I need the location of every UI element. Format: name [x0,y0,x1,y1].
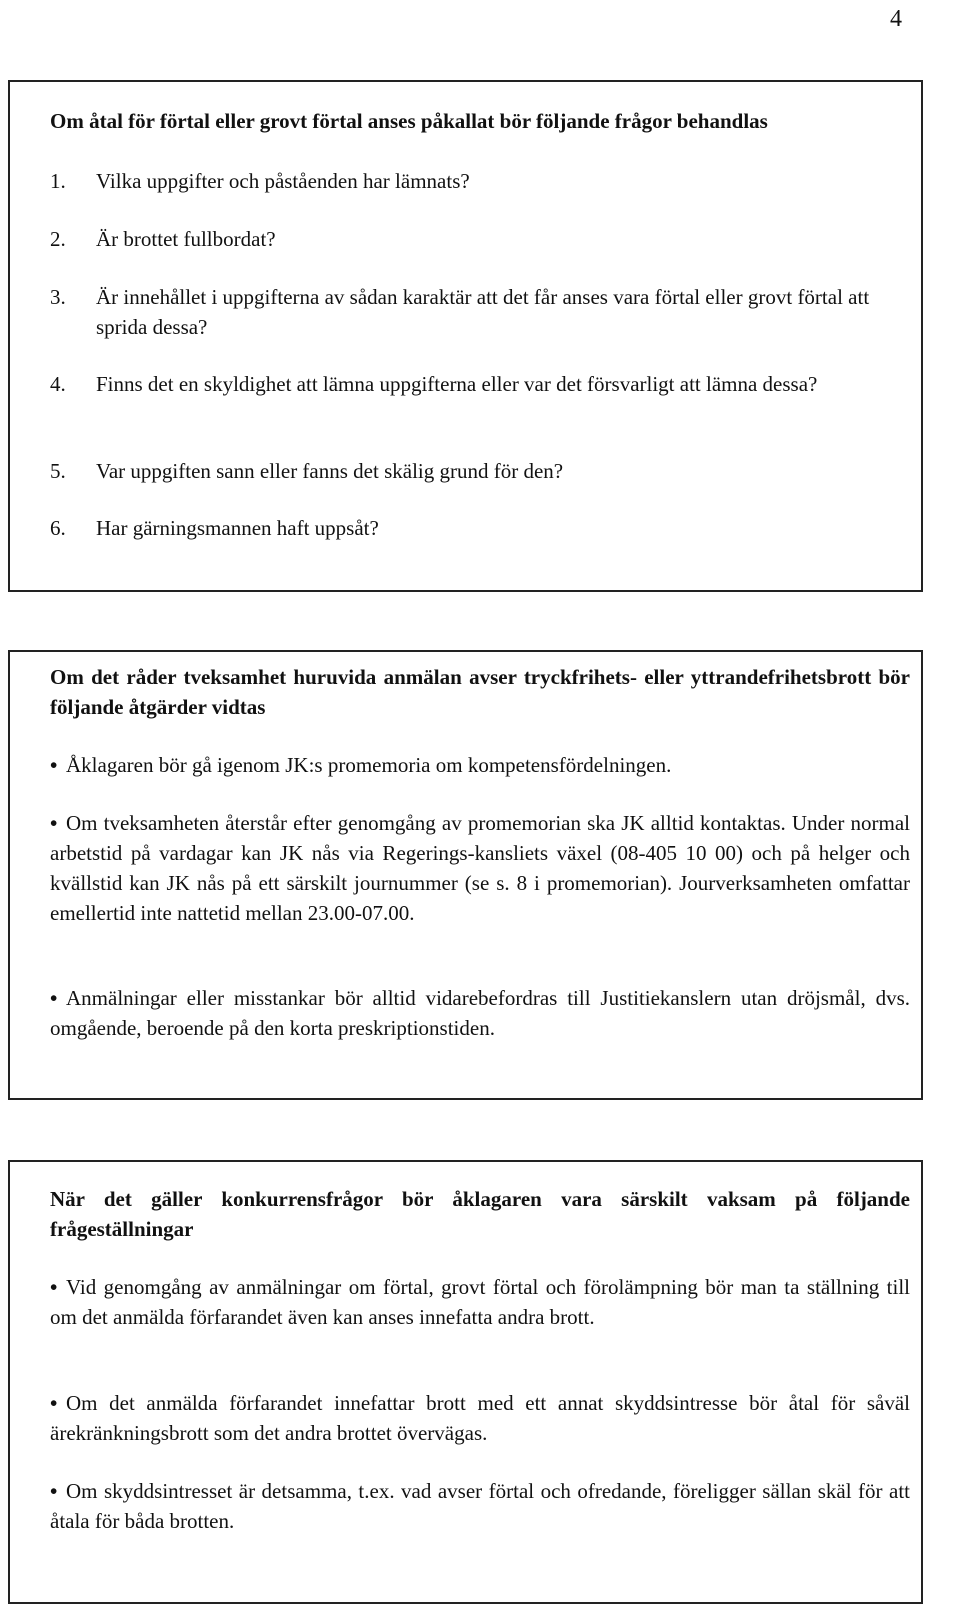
question-number: 6. [50,516,66,540]
question-text: Är brottet fullbordat? [96,227,276,251]
press-freedom-box [8,650,923,1100]
bullet-item [50,983,910,1043]
defamation-questions-box [8,80,923,592]
bullet-glyph: • [50,811,58,835]
bullet-text: Om tveksamheten återstår efter genomgång av promemorian ska JK alltid kontaktas. Under normal arbetstid på vardagar kan JK nås via Regerings-kansliets växel (08-405 10 00) och på helger och kvällstid kan JK nås på ett särskilt journummer (se s. 8 i promemorian). Jourverksamheten omfattar emellertid inte nattetid mellan 23.00-07.00. [50,811,910,925]
bullet-glyph: • [50,1391,58,1415]
bullet-item [50,808,910,928]
question-number: 3. [50,285,66,309]
box3-heading: När det gäller konkurrensfrågor bör åklagaren vara särskilt vaksam på följande frågeställningar [50,1187,910,1241]
question-item-1 [50,166,910,196]
question-number: 5. [50,459,66,483]
bullet-glyph: • [50,1275,58,1299]
question-text: Var uppgiften sann eller fanns det skälig grund för den? [96,459,564,483]
bullet-item [50,750,910,780]
bullet-text: Om det anmälda förfarandet innefattar brott med ett annat skyddsintresse bör åtal för såväl ärekränkningsbrott som det andra brottet övervägas. [50,1391,910,1445]
bullet-glyph: • [50,1479,58,1503]
box1-heading: Om åtal för förtal eller grovt förtal anses påkallat bör följande frågor behandlas [50,109,768,133]
question-number: 2. [50,227,66,251]
bullet-glyph: • [50,986,58,1010]
question-text: Vilka uppgifter och påståenden har lämnats? [96,169,470,193]
bullet-text: Vid genomgång av anmälningar om förtal, grovt förtal och förolämpning bör man ta ställning till om det anmälda förfarandet även kan anses innefatta andra brott. [50,1275,910,1329]
bullet-text: Anmälningar eller misstankar bör alltid vidarebefordras till Justitiekanslern utan dröjsmål, dvs. omgående, beroende på den korta preskriptionstiden. [50,986,910,1040]
question-number: 4. [50,372,66,396]
question-item-4 [50,369,910,399]
bullet-glyph: • [50,753,58,777]
question-item-5 [50,456,910,486]
question-item-6 [50,513,910,543]
question-text: Har gärningsmannen haft uppsåt? [96,516,379,540]
question-item-2 [50,224,910,254]
question-number: 1. [50,169,66,193]
bullet-text: Åklagaren bör gå igenom JK:s promemoria om kompetensfördelningen. [66,753,672,777]
bullet-item [50,1388,910,1448]
bullet-text: Om skyddsintresset är detsamma, t.ex. vad avser förtal och ofredande, föreligger sällan skäl för att åtala för båda brotten. [50,1479,910,1533]
bullet-item [50,1272,910,1332]
bullet-item [50,1476,910,1536]
box2-heading: Om det råder tveksamhet huruvida anmälan avser tryckfrihets- eller yttrandefrihetsbrott bör följande åtgärder vidtas [50,665,910,719]
question-text: Finns det en skyldighet att lämna uppgifterna eller var det försvarligt att lämna dessa? [96,372,818,396]
question-item-3 [50,282,910,342]
page-number: 4 [890,6,902,32]
competition-issues-box [8,1160,923,1604]
question-text: Är innehållet i uppgifterna av sådan karaktär att det får anses vara förtal eller grovt förtal att sprida dessa? [96,285,870,339]
